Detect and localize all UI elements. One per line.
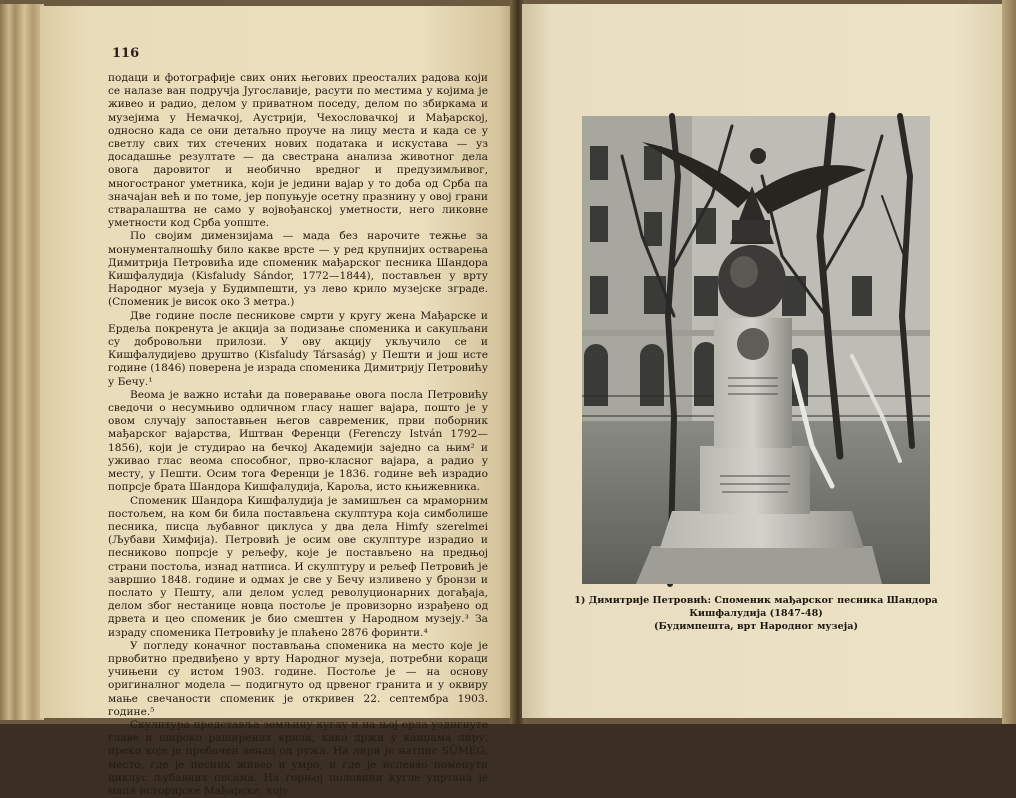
right-page-edge [1002, 0, 1016, 724]
body-text [108, 72, 488, 798]
paragraph-5: Споменик Шандора Кишфалудија је замишљен са мраморним постољем, на ком би била постављена скулптура која симболише песника, писца љубавног циклуса у два дела Himfy szerelmei (Љубави Химфија). Петровић је осим ове скулптуре израдио и песниково попрсје у рељефу, које је постављено на предњој страни постоља, изнад натписа. И скулптуру и рељеф Петровић је завршио 1848. године и одмах је све у Бечу изливено у бронзи и послато у Пешту, али делом услед револуционарних догађаја, делом због нестанице новца постоље је провизорно израђено од дрвета и цео споменик је био смештен у Народном музеју.³ За израду споменика Петровићу је плаћено 2876 форинти.⁴ [108, 494, 488, 639]
paragraph-2: По својим димензијама — мада без нарочите тежње за монументалношћу било какве врсте — у ред крупнијих остварења Димитрија Петровића иде споменик мађарског песника Шандора Кишфалудија (Kisfaludy Sándor, 1772—1844), постављен у врту Народног музеја у Будимпешти, уз лево крило музејске зграде. (Споменик је висок око 3 метра.) [108, 230, 488, 309]
page-number: 116 [112, 46, 140, 61]
paragraph-3: Две године после песникове смрти у кругу жена Мађарске и Ердеља покренута је акција за подизање споменика и сакупљани су добровољни прилози. У ову акцију укључило се и Кишфалудијево друштво (Kisfaludy Társaság) у Пешти и још исте године (1846) поверена је израда споменика Димитрију Петровићу у Бечу.¹ [108, 309, 488, 388]
paragraph-7: Скулптура представља земљину куглу и на њој орла узднгнуте главе и широко раширених крила, како држи у канџама лиру, преко које је пребачен венац од ружа. На лири је натпис SÜMEG, место, где је песник живео и умро, и где је испевао поменути циклус љубавних песама. На горњој половини кугле уцртана је мапа историјске Мађарске, коју [108, 718, 488, 797]
left-page-edges [0, 4, 44, 720]
caption-line-2: (Будимпешта, врт Народног музеја) [653, 621, 858, 632]
photo-caption [548, 594, 964, 633]
monument-photograph [582, 116, 930, 584]
paragraph-6: У погледу коначног постављања споменика на место које је првобитно предвиђено у врту Народног музеја, потребни кораци учињени су истом 1903. године. Постоље је — на основу оригиналног модела — подигнуто од црвеног гранита и у оквиру мање свечаности споменик је откривен 22. септембра 1903. године.⁵ [108, 639, 488, 718]
caption-line-1: 1) Димитрије Петровић: Споменик мађарског песника Шандора Кишфалудија (1847-48) [574, 595, 938, 619]
paragraph-1: подаци и фотографије свих оних његових преосталих радова који се налазе ван подручја Југославије, расути по местима у којима је живео и радио, делом у приватном поседу, делом по збиркама и музејима у Немачкој, Аустрији, Чехословачкој и Мађарској, односно када се они детаљно проуче на лицу места и када се у светлу свих тих стечених нових података и искустава — уз досадашње резултате — да свестрана анализа животног дела овога даровитог и необично вредног и предузимљивог, многостраног уметника, који је једини вајар у то доба од Срба па значајан већ и по томе, јер попуњује осетну празнину у овој грани стваралаштва не само у војвођанској уметности, него ликовне уметности код Срба уопште. [108, 72, 488, 230]
paragraph-4: Веома је важно истаћи да поверавање овога посла Петровићу сведочи о несумњиво одличном гласу нашег вајара, пошто је у овом случају запоставњен његов савременик, први поборник мађарског вајарства, Иштван Ференци (Ferenczy István 1792—1856), који је студирао на бечкој Академији заједно са њим² и уживао глас веома способног, прво-класног вајара, а радио у месту, у Пешти. Осим тога Ференци је 1836. године већ израдио попрсје брата Шандора Кишфалудија, Кароља, исто књижевника. [108, 388, 488, 494]
